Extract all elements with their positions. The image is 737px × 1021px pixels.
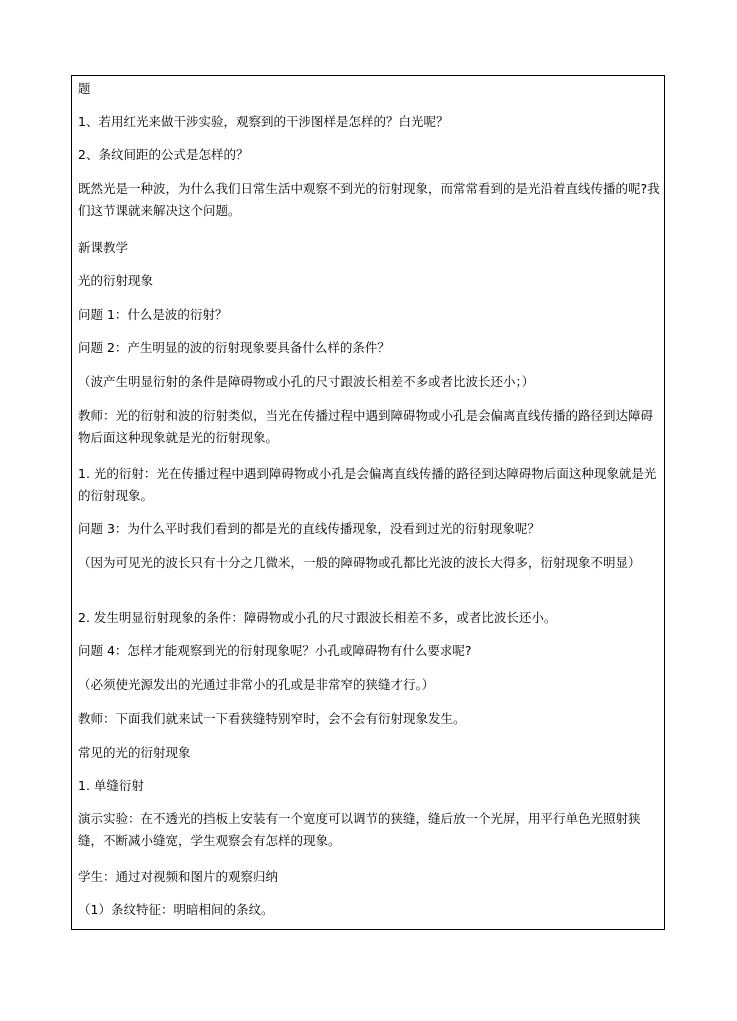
paragraph: 既然光是一种波，为什么我们日常生活中观察不到光的衍射现象，而常常看到的是光沿着直线传播的呢?我们这节课就来解决这个问题。 [78, 181, 660, 218]
question: 问题 4：怎样才能观察到光的衍射现象呢？小孔或障碍物有什么要求呢? [78, 643, 472, 658]
paragraph: 题 [78, 81, 91, 96]
question: 问题 2：产生明显的波的衍射现象要具备什么样的条件？ [78, 340, 390, 355]
paragraph: 教师：下面我们就来试一下看狭缝特别窄时，会不会有衍射现象发生。 [78, 711, 466, 726]
paragraph: 2. 发生明显衍射现象的条件：障碍物或小孔的尺寸跟波长相差不多，或者比波长还小。 [78, 610, 557, 625]
subsection-heading: 光的衍射现象 [78, 273, 154, 288]
paragraph: （1）条纹特征：明暗相间的条纹。 [78, 902, 274, 917]
paragraph: 教师：光的衍射和波的衍射类似，当光在传播过程中遇到障碍物或小孔是会偏离直线传播的路径到达障碍物后面这种现象就是光的衍射现象。 [78, 408, 654, 445]
question: 问题 1：什么是波的衍射？ [78, 307, 228, 322]
subsection-heading: 常见的光的衍射现象 [78, 745, 191, 760]
question: 问题 3：为什么平时我们看到的都是光的直线传播现象，没看到过光的衍射现象呢？ [78, 521, 540, 536]
paragraph: 学生：通过对视频和图片的观察归纳 [78, 869, 279, 884]
subsection-heading: 1. 单缝衍射 [78, 778, 144, 793]
paragraph: 1、若用红光来做干涉实验，观察到的干涉图样是怎样的？白光呢？ [78, 114, 449, 129]
paragraph: 1. 光的衍射：光在传播过程中遇到障碍物或小孔是会偏离直线传播的路径到达障碍物后面这种现象就是光的衍射现象。 [78, 466, 657, 503]
answer: （必须使光源发出的光通过非常小的孔或是非常窄的狭缝才行。） [78, 677, 435, 692]
answer: （波产生明显衍射的条件是障碍物或小孔的尺寸跟波长相差不多或者比波长还小；） [78, 374, 535, 389]
paragraph: 2、条纹间距的公式是怎样的？ [78, 147, 249, 162]
section-heading: 新课教学 [78, 240, 129, 255]
answer: （因为可见光的波长只有十分之几微米，一般的障碍物或孔都比光波的波长大得多，衍射现象不明显） [78, 555, 641, 570]
paragraph: 演示实验：在不透光的挡板上安装有一个宽度可以调节的狭缝，缝后放一个光屏，用平行单色光照射狭缝，不断减小缝宽，学生观察会有怎样的现象。 [78, 811, 641, 848]
